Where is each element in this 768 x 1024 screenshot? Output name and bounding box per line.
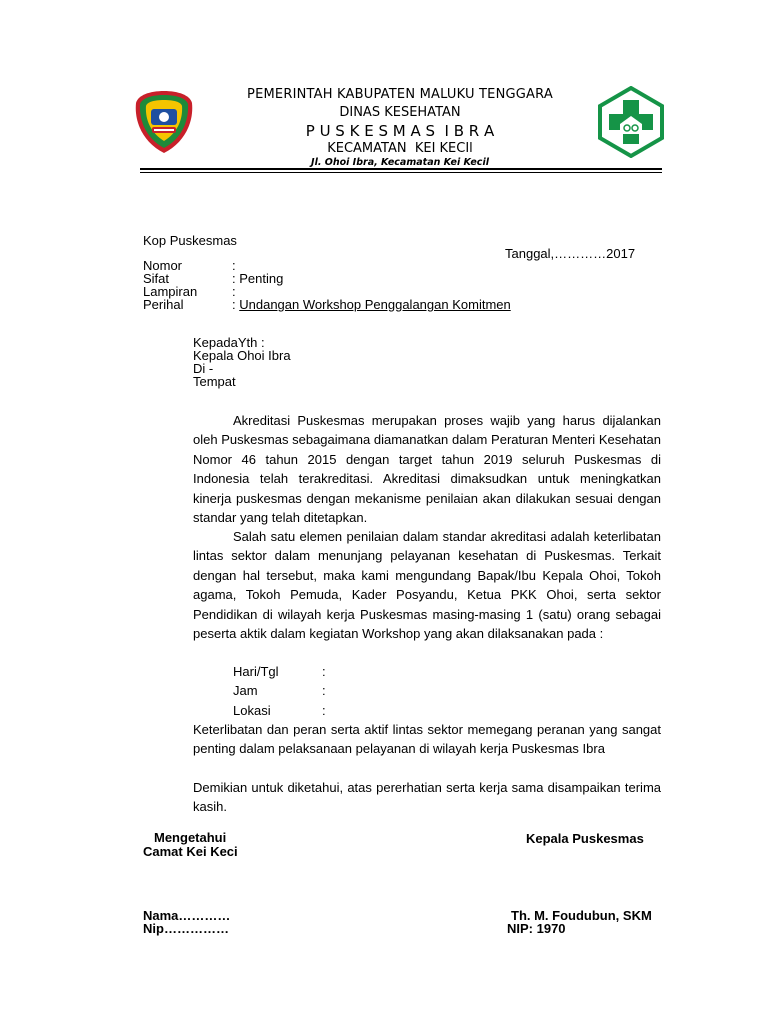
recipient-line-3: Di - <box>193 361 214 376</box>
paragraph-involvement: Keterlibatan dan peran serta aktif lintas sektor memegang peranan yang sangat penting dalam pelaksanaan pelayanan di wilayah kerja Puskesmas Ibra <box>193 722 661 757</box>
header-line-district: KECAMATAN KEI KECIl <box>327 141 473 156</box>
header-line-government: PEMERINTAH KABUPATEN MALUKU TENGGARA <box>247 87 553 102</box>
header-divider <box>140 168 662 170</box>
schedule-colon-location: : <box>322 703 326 718</box>
paragraph-accreditation <box>193 411 661 527</box>
recipient-line-2: Kepala Ohoi Ibra <box>193 348 291 363</box>
recipient-line-1: KepadaYth : <box>193 335 265 350</box>
signature-left-title: Mengetahui <box>154 830 227 845</box>
meta-value-lampiran: : <box>232 284 236 299</box>
paragraph-closing: Demikian untuk diketahui, atas pererhatian serta kerja sama disampaikan terima kasih. <box>193 780 661 815</box>
paragraph-invitation-text: Salah satu elemen penilaian dalam standar akreditasi adalah keterlibatan lintas sektor dalam menunjang pelayanan kesehatan di Puskesmas. Terkait dengan hal tersebut, maka kami mengundang Bapak/Ibu Kepala Ohoi, Tokoh agama, Tokoh Pemuda, Kader Posyandu, Ketua PKK Ohoi, serta sektor Pendidikan di wilayah kerja Puskesmas masing-masing 1 (satu) orang sebagai peserta aktik dalam kegiatan Workshop yang akan dilaksanakan pada : <box>193 529 661 642</box>
regency-emblem <box>134 89 194 155</box>
schedule-colon-time: : <box>322 683 326 698</box>
header-line-office: DINAS KESEHATAN <box>339 105 461 120</box>
paragraph-invitation <box>193 527 661 643</box>
header-address: Jl. Ohoi Ibra, Kecamatan Kei Kecil <box>311 157 489 168</box>
meta-label-perihal: Perihal <box>143 297 184 312</box>
meta-value-perihal <box>232 297 511 312</box>
meta-label-lampiran: Lampiran <box>143 284 198 299</box>
perihal-colon: : <box>232 297 240 312</box>
signature-right-name: Th. M. Foudubun, SKM <box>511 908 652 923</box>
meta-value-sifat: : Penting <box>232 271 284 286</box>
meta-value-nomor: : <box>232 258 236 273</box>
kop-label: Kop Puskesmas <box>143 233 237 248</box>
paragraph-accreditation-text: Akreditasi Puskesmas merupakan proses wajib yang harus dijalankan oleh Puskesmas sebagaimana diamanatkan dalam Peraturan Menteri Kesehatan Nomor 46 tahun 2015 dengan target tahun 2019 seluruh Puskesmas di Indonesia telah terakreditasi. Akreditasi dimaksudkan untuk meningkatkan kinerja puskesmas dengan mekanisme penilaian akan dilakukan sesuai dengan standar yang telah ditetapkan. <box>193 413 661 526</box>
health-cross-logo <box>598 86 664 158</box>
signature-right-title: Kepala Puskesmas <box>526 831 644 846</box>
meta-label-sifat: Sifat <box>143 271 170 286</box>
header-line-puskesmas: P U S K E S M A S I B R A <box>305 122 495 140</box>
letter-date: Tanggal,…………2017 <box>505 246 636 261</box>
recipient-line-4: Tempat <box>193 374 236 389</box>
signature-right-nip: NIP: 1970 <box>507 921 566 936</box>
perihal-subject: Undangan Workshop Penggalangan Komitmen <box>239 297 511 312</box>
signature-left-title-2: Camat Kei Keci <box>143 844 238 859</box>
header-divider-thin <box>140 172 662 173</box>
signature-left-name: Nama………… <box>143 908 231 923</box>
signature-left-nip: Nip…………… <box>143 921 229 936</box>
schedule-label-location: Lokasi <box>233 703 271 718</box>
schedule-colon-day: : <box>322 664 326 679</box>
schedule-label-time: Jam <box>233 683 258 698</box>
meta-label-nomor: Nomor <box>143 258 183 273</box>
schedule-label-day: Hari/Tgl <box>233 664 279 679</box>
